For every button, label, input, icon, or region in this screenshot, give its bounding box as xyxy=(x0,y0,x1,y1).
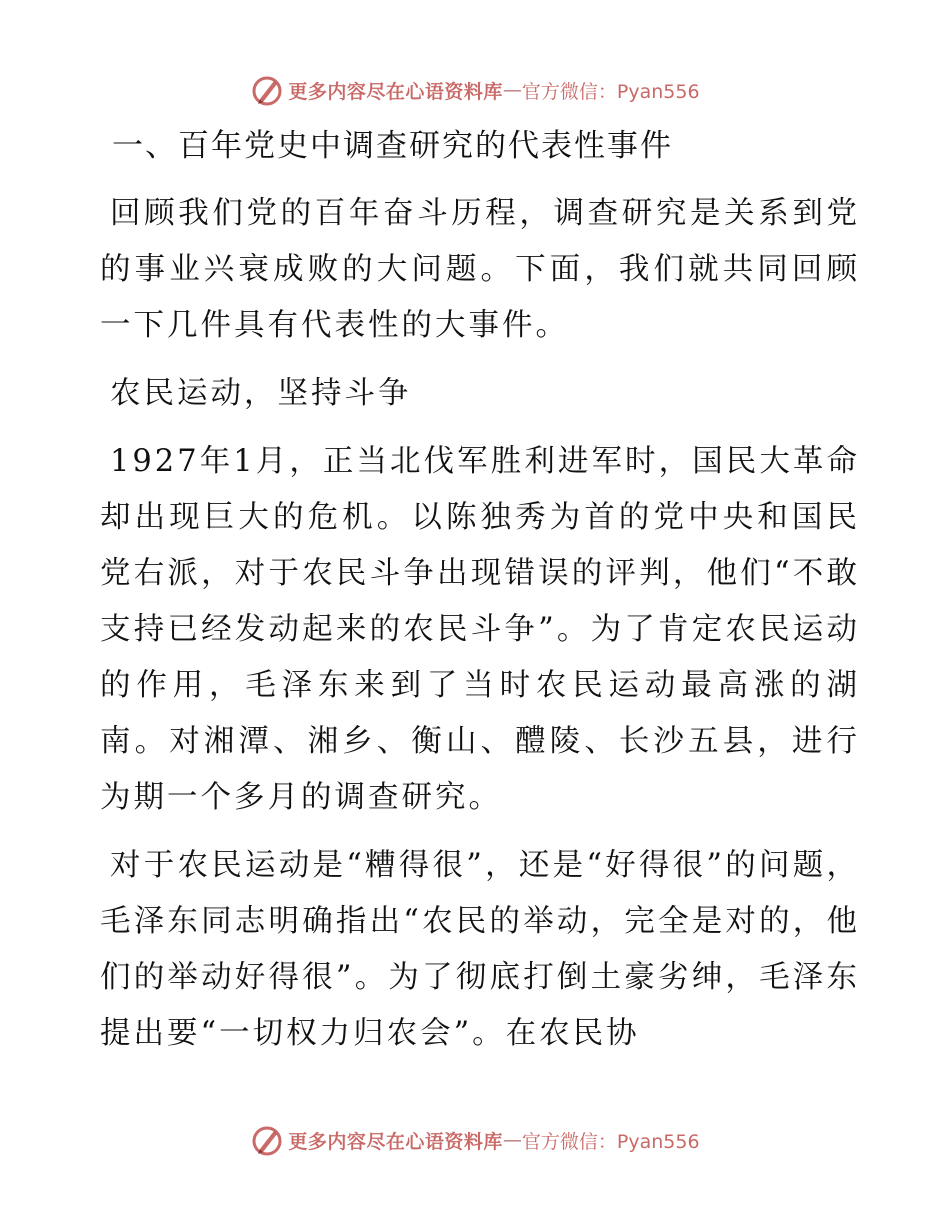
writing-logo-icon xyxy=(250,1123,284,1157)
writing-logo-icon xyxy=(250,73,284,107)
paragraph-1: 1927年1月，正当北伐军胜利进军时，国民大革命却出现巨大的危机。以陈独秀为首的党中央和国民党右派，对于农民斗争出现错误的评判，他们“不敢支持已经发动起来的农民斗争”。为了肯定农民运动的作用，毛泽东来到了当时农民运动最高涨的湖南。对湘潭、湘乡、衡山、醴陵、长沙五县，进行为期一个多月的调查研究。 xyxy=(100,444,860,815)
footer-banner xyxy=(0,1118,950,1162)
banner-text: 更多内容尽在心语资料库 xyxy=(288,80,503,103)
banner-wechat: 官方微信：Pyan556 xyxy=(521,80,700,103)
section-title: 一、百年党史中调查研究的代表性事件 xyxy=(112,128,673,164)
paragraph-2: 对于农民运动是“糟得很”，还是“好得很”的问题，毛泽东同志明确指出“农民的举动，完全是对的，他们的举动好得很”。为了彻底打倒土豪劣绅，毛泽东提出要“一切权力归农会”。在农民协 xyxy=(100,848,860,1051)
banner-wechat: 官方微信：Pyan556 xyxy=(521,1130,700,1153)
intro-paragraph: 回顾我们党的百年奋斗历程，调查研究是关系到党的事业兴衰成败的大问题。下面，我们就共同回顾一下几件具有代表性的大事件。 xyxy=(100,196,860,343)
subtitle: 农民运动，坚持斗争 xyxy=(110,376,412,411)
banner-text: 更多内容尽在心语资料库 xyxy=(288,1130,503,1153)
banner-separator: — xyxy=(502,1129,522,1151)
document-body xyxy=(100,118,860,1074)
banner-separator: — xyxy=(502,79,522,101)
header-banner xyxy=(0,68,950,112)
